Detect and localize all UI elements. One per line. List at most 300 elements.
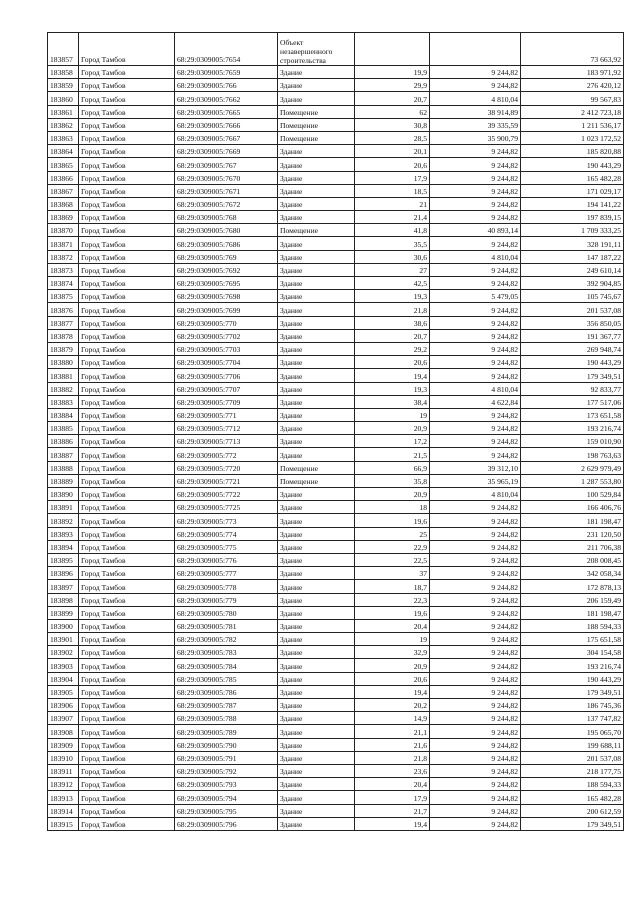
table-row: [48, 817, 624, 830]
total-value-cell: 147 187,22: [521, 250, 624, 263]
unit-value-cell: 9 244,82: [430, 685, 521, 698]
object-type-cell: Здание: [278, 171, 355, 184]
total-value-cell: 190 443,29: [521, 672, 624, 685]
cadastral-number-cell: 68:29:0309005:7692: [175, 263, 278, 276]
cadastral-number-cell: 68:29:0309005:768: [175, 211, 278, 224]
row-id-cell: 183902: [48, 646, 79, 659]
table-row: [48, 92, 624, 105]
total-value-cell: 249 610,14: [521, 263, 624, 276]
row-id-cell: 183900: [48, 619, 79, 632]
total-value-cell: 201 537,08: [521, 751, 624, 764]
area-cell: 28,5: [355, 131, 430, 144]
object-type-cell: Помещение: [278, 118, 355, 131]
city-cell: Город Тамбов: [79, 606, 175, 619]
row-id-cell: 183881: [48, 369, 79, 382]
object-type-cell: Здание: [278, 751, 355, 764]
total-value-cell: 183 971,92: [521, 66, 624, 79]
cadastral-number-cell: 68:29:0309005:7720: [175, 461, 278, 474]
area-cell: 20,7: [355, 329, 430, 342]
city-cell: Город Тамбов: [79, 514, 175, 527]
area-cell: 20,7: [355, 92, 430, 105]
area-cell: [355, 33, 430, 66]
object-type-cell: Здание: [278, 619, 355, 632]
area-cell: 41,8: [355, 224, 430, 237]
unit-value-cell: 9 244,82: [430, 211, 521, 224]
unit-value-cell: 9 244,82: [430, 593, 521, 606]
row-id-cell: 183861: [48, 105, 79, 118]
object-type-cell: Здание: [278, 382, 355, 395]
unit-value-cell: 39 312,10: [430, 461, 521, 474]
cadastral-number-cell: 68:29:0309005:767: [175, 158, 278, 171]
total-value-cell: 193 216,74: [521, 422, 624, 435]
row-id-cell: 183889: [48, 474, 79, 487]
city-cell: Город Тамбов: [79, 303, 175, 316]
row-id-cell: 183870: [48, 224, 79, 237]
object-type-cell: Здание: [278, 356, 355, 369]
city-cell: Город Тамбов: [79, 461, 175, 474]
unit-value-cell: 9 244,82: [430, 804, 521, 817]
table-row: [48, 474, 624, 487]
cadastral-value-table: [47, 32, 624, 831]
row-id-cell: 183859: [48, 79, 79, 92]
area-cell: 19,3: [355, 382, 430, 395]
city-cell: Город Тамбов: [79, 145, 175, 158]
row-id-cell: 183890: [48, 488, 79, 501]
unit-value-cell: 4 810,04: [430, 250, 521, 263]
city-cell: Город Тамбов: [79, 171, 175, 184]
row-id-cell: 183887: [48, 448, 79, 461]
row-id-cell: 183858: [48, 66, 79, 79]
city-cell: Город Тамбов: [79, 66, 175, 79]
city-cell: Город Тамбов: [79, 712, 175, 725]
total-value-cell: 276 420,12: [521, 79, 624, 92]
city-cell: Город Тамбов: [79, 329, 175, 342]
cadastral-number-cell: 68:29:0309005:7672: [175, 197, 278, 210]
row-id-cell: 183901: [48, 633, 79, 646]
cadastral-number-cell: 68:29:0309005:769: [175, 250, 278, 263]
unit-value-cell: 39 335,59: [430, 118, 521, 131]
total-value-cell: 185 820,88: [521, 145, 624, 158]
object-type-cell: Здание: [278, 764, 355, 777]
object-type-cell: Здание: [278, 369, 355, 382]
city-cell: Город Тамбов: [79, 131, 175, 144]
object-type-cell: Здание: [278, 514, 355, 527]
object-type-cell: Здание: [278, 303, 355, 316]
cadastral-number-cell: 68:29:0309005:785: [175, 672, 278, 685]
area-cell: 19,3: [355, 290, 430, 303]
area-cell: 20,9: [355, 422, 430, 435]
area-cell: 19,6: [355, 514, 430, 527]
object-type-cell: Здание: [278, 817, 355, 830]
table-row: [48, 356, 624, 369]
area-cell: 20,1: [355, 145, 430, 158]
total-value-cell: 195 065,70: [521, 725, 624, 738]
unit-value-cell: 9 244,82: [430, 699, 521, 712]
object-type-cell: Здание: [278, 553, 355, 566]
total-value-cell: 73 663,92: [521, 33, 624, 66]
city-cell: Город Тамбов: [79, 277, 175, 290]
object-type-cell: Здание: [278, 448, 355, 461]
cadastral-number-cell: 68:29:0309005:782: [175, 633, 278, 646]
area-cell: 38,4: [355, 395, 430, 408]
cadastral-number-cell: 68:29:0309005:7704: [175, 356, 278, 369]
area-cell: 66,9: [355, 461, 430, 474]
table-row: [48, 250, 624, 263]
city-cell: Город Тамбов: [79, 250, 175, 263]
object-type-cell: Здание: [278, 540, 355, 553]
cadastral-number-cell: 68:29:0309005:7695: [175, 277, 278, 290]
object-type-cell: Здание: [278, 211, 355, 224]
area-cell: 20,2: [355, 699, 430, 712]
row-id-cell: 183867: [48, 184, 79, 197]
unit-value-cell: 40 893,14: [430, 224, 521, 237]
total-value-cell: 179 349,51: [521, 685, 624, 698]
cadastral-number-cell: 68:29:0309005:7665: [175, 105, 278, 118]
area-cell: 25: [355, 527, 430, 540]
table-row: [48, 211, 624, 224]
unit-value-cell: 9 244,82: [430, 303, 521, 316]
object-type-cell: Помещение: [278, 224, 355, 237]
total-value-cell: 194 141,22: [521, 197, 624, 210]
city-cell: Город Тамбов: [79, 211, 175, 224]
unit-value-cell: 9 244,82: [430, 712, 521, 725]
total-value-cell: 1 023 172,52: [521, 131, 624, 144]
area-cell: 30,8: [355, 118, 430, 131]
total-value-cell: 201 537,08: [521, 303, 624, 316]
area-cell: 21,8: [355, 751, 430, 764]
row-id-cell: 183906: [48, 699, 79, 712]
total-value-cell: 200 612,59: [521, 804, 624, 817]
total-value-cell: 1 287 553,80: [521, 474, 624, 487]
area-cell: 19,4: [355, 685, 430, 698]
unit-value-cell: 9 244,82: [430, 646, 521, 659]
total-value-cell: 206 159,49: [521, 593, 624, 606]
table-row: [48, 79, 624, 92]
total-value-cell: 269 948,74: [521, 342, 624, 355]
row-id-cell: 183874: [48, 277, 79, 290]
city-cell: Город Тамбов: [79, 105, 175, 118]
row-id-cell: 183904: [48, 672, 79, 685]
cadastral-number-cell: 68:29:0309005:796: [175, 817, 278, 830]
unit-value-cell: 9 244,82: [430, 316, 521, 329]
row-id-cell: 183897: [48, 580, 79, 593]
table-row: [48, 197, 624, 210]
table-row: [48, 158, 624, 171]
cadastral-number-cell: 68:29:0309005:7722: [175, 488, 278, 501]
total-value-cell: 2 412 723,18: [521, 105, 624, 118]
area-cell: 20,6: [355, 158, 430, 171]
table-row: [48, 395, 624, 408]
table-row: [48, 118, 624, 131]
city-cell: Город Тамбов: [79, 382, 175, 395]
city-cell: Город Тамбов: [79, 527, 175, 540]
unit-value-cell: 9 244,82: [430, 778, 521, 791]
row-id-cell: 183873: [48, 263, 79, 276]
total-value-cell: 188 594,33: [521, 619, 624, 632]
cadastral-number-cell: 68:29:0309005:7654: [175, 33, 278, 66]
table-row: [48, 461, 624, 474]
unit-value-cell: 9 244,82: [430, 79, 521, 92]
area-cell: 29,2: [355, 342, 430, 355]
table-row: [48, 408, 624, 421]
city-cell: Город Тамбов: [79, 356, 175, 369]
unit-value-cell: 9 244,82: [430, 791, 521, 804]
unit-value-cell: 9 244,82: [430, 197, 521, 210]
row-id-cell: 183905: [48, 685, 79, 698]
city-cell: Город Тамбов: [79, 553, 175, 566]
total-value-cell: 171 029,17: [521, 184, 624, 197]
unit-value-cell: 9 244,82: [430, 751, 521, 764]
total-value-cell: 1 709 333,25: [521, 224, 624, 237]
object-type-cell: Здание: [278, 672, 355, 685]
city-cell: Город Тамбов: [79, 290, 175, 303]
area-cell: 21,7: [355, 804, 430, 817]
area-cell: 62: [355, 105, 430, 118]
row-id-cell: 183911: [48, 764, 79, 777]
city-cell: Город Тамбов: [79, 488, 175, 501]
area-cell: 22,3: [355, 593, 430, 606]
table-row: [48, 329, 624, 342]
object-type-cell: Здание: [278, 422, 355, 435]
table-row: [48, 527, 624, 540]
table-row: [48, 580, 624, 593]
unit-value-cell: 4 810,04: [430, 382, 521, 395]
city-cell: Город Тамбов: [79, 778, 175, 791]
row-id-cell: 183903: [48, 659, 79, 672]
area-cell: 30,6: [355, 250, 430, 263]
table-row: [48, 567, 624, 580]
city-cell: Город Тамбов: [79, 316, 175, 329]
total-value-cell: 181 198,47: [521, 606, 624, 619]
city-cell: Город Тамбов: [79, 435, 175, 448]
city-cell: Город Тамбов: [79, 92, 175, 105]
city-cell: Город Тамбов: [79, 738, 175, 751]
cadastral-number-cell: 68:29:0309005:793: [175, 778, 278, 791]
unit-value-cell: 9 244,82: [430, 435, 521, 448]
city-cell: Город Тамбов: [79, 342, 175, 355]
row-id-cell: 183886: [48, 435, 79, 448]
object-type-cell: Здание: [278, 66, 355, 79]
total-value-cell: 181 198,47: [521, 514, 624, 527]
object-type-cell: Здание: [278, 685, 355, 698]
cadastral-number-cell: 68:29:0309005:783: [175, 646, 278, 659]
table-row: [48, 66, 624, 79]
table-row: [48, 369, 624, 382]
city-cell: Город Тамбов: [79, 791, 175, 804]
unit-value-cell: 9 244,82: [430, 422, 521, 435]
object-type-cell: Объект незавершенного строительства: [278, 33, 355, 66]
city-cell: Город Тамбов: [79, 580, 175, 593]
total-value-cell: 198 763,63: [521, 448, 624, 461]
row-id-cell: 183882: [48, 382, 79, 395]
table-row: [48, 751, 624, 764]
row-id-cell: 183910: [48, 751, 79, 764]
area-cell: 29,9: [355, 79, 430, 92]
area-cell: 21: [355, 197, 430, 210]
area-cell: 22,5: [355, 553, 430, 566]
object-type-cell: Здание: [278, 184, 355, 197]
city-cell: Город Тамбов: [79, 672, 175, 685]
cadastral-number-cell: 68:29:0309005:7702: [175, 329, 278, 342]
cadastral-number-cell: 68:29:0309005:7698: [175, 290, 278, 303]
cadastral-number-cell: 68:29:0309005:792: [175, 764, 278, 777]
row-id-cell: 183898: [48, 593, 79, 606]
row-id-cell: 183863: [48, 131, 79, 144]
unit-value-cell: 9 244,82: [430, 817, 521, 830]
total-value-cell: 197 839,15: [521, 211, 624, 224]
cadastral-number-cell: 68:29:0309005:771: [175, 408, 278, 421]
city-cell: Город Тамбов: [79, 501, 175, 514]
object-type-cell: Помещение: [278, 105, 355, 118]
cadastral-number-cell: 68:29:0309005:786: [175, 685, 278, 698]
unit-value-cell: 4 810,04: [430, 488, 521, 501]
cadastral-number-cell: 68:29:0309005:7686: [175, 237, 278, 250]
object-type-cell: Здание: [278, 329, 355, 342]
cadastral-number-cell: 68:29:0309005:784: [175, 659, 278, 672]
cadastral-number-cell: 68:29:0309005:779: [175, 593, 278, 606]
row-id-cell: 183914: [48, 804, 79, 817]
row-id-cell: 183913: [48, 791, 79, 804]
table-row: [48, 540, 624, 553]
unit-value-cell: 9 244,82: [430, 408, 521, 421]
unit-value-cell: [430, 33, 521, 66]
total-value-cell: 99 567,83: [521, 92, 624, 105]
cadastral-number-cell: 68:29:0309005:780: [175, 606, 278, 619]
total-value-cell: 137 747,82: [521, 712, 624, 725]
area-cell: 37: [355, 567, 430, 580]
total-value-cell: 191 367,77: [521, 329, 624, 342]
cadastral-number-cell: 68:29:0309005:7703: [175, 342, 278, 355]
unit-value-cell: 9 244,82: [430, 633, 521, 646]
object-type-cell: Помещение: [278, 461, 355, 474]
area-cell: 32,9: [355, 646, 430, 659]
object-type-cell: Здание: [278, 158, 355, 171]
cadastral-number-cell: 68:29:0309005:776: [175, 553, 278, 566]
area-cell: 22,9: [355, 540, 430, 553]
row-id-cell: 183883: [48, 395, 79, 408]
area-cell: 20,6: [355, 672, 430, 685]
unit-value-cell: 9 244,82: [430, 527, 521, 540]
cadastral-number-cell: 68:29:0309005:7667: [175, 131, 278, 144]
table-row: [48, 105, 624, 118]
area-cell: 19,4: [355, 817, 430, 830]
total-value-cell: 100 529,84: [521, 488, 624, 501]
object-type-cell: Здание: [278, 725, 355, 738]
table-row: [48, 131, 624, 144]
object-type-cell: Здание: [278, 778, 355, 791]
area-cell: 20,9: [355, 659, 430, 672]
unit-value-cell: 4 622,84: [430, 395, 521, 408]
unit-value-cell: 9 244,82: [430, 580, 521, 593]
total-value-cell: 208 008,45: [521, 553, 624, 566]
table-row: [48, 672, 624, 685]
city-cell: Город Тамбов: [79, 408, 175, 421]
cadastral-number-cell: 68:29:0309005:7669: [175, 145, 278, 158]
total-value-cell: 179 349,51: [521, 817, 624, 830]
table-row: [48, 224, 624, 237]
total-value-cell: 2 629 979,49: [521, 461, 624, 474]
cadastral-number-cell: 68:29:0309005:7706: [175, 369, 278, 382]
total-value-cell: 166 406,76: [521, 501, 624, 514]
city-cell: Город Тамбов: [79, 197, 175, 210]
total-value-cell: 392 904,85: [521, 277, 624, 290]
total-value-cell: 304 154,58: [521, 646, 624, 659]
city-cell: Город Тамбов: [79, 804, 175, 817]
city-cell: Город Тамбов: [79, 448, 175, 461]
table-row: [48, 712, 624, 725]
area-cell: 21,8: [355, 303, 430, 316]
row-id-cell: 183892: [48, 514, 79, 527]
total-value-cell: 159 010,90: [521, 435, 624, 448]
row-id-cell: 183866: [48, 171, 79, 184]
city-cell: Город Тамбов: [79, 422, 175, 435]
row-id-cell: 183878: [48, 329, 79, 342]
cadastral-number-cell: 68:29:0309005:7666: [175, 118, 278, 131]
table-row: [48, 316, 624, 329]
row-id-cell: 183865: [48, 158, 79, 171]
unit-value-cell: 9 244,82: [430, 540, 521, 553]
area-cell: 21,4: [355, 211, 430, 224]
city-cell: Город Тамбов: [79, 619, 175, 632]
object-type-cell: Здание: [278, 342, 355, 355]
city-cell: Город Тамбов: [79, 540, 175, 553]
unit-value-cell: 9 244,82: [430, 448, 521, 461]
table-row: [48, 422, 624, 435]
object-type-cell: Здание: [278, 646, 355, 659]
unit-value-cell: 9 244,82: [430, 66, 521, 79]
total-value-cell: 231 120,50: [521, 527, 624, 540]
unit-value-cell: 9 244,82: [430, 725, 521, 738]
city-cell: Город Тамбов: [79, 685, 175, 698]
area-cell: 19: [355, 408, 430, 421]
total-value-cell: 342 058,34: [521, 567, 624, 580]
unit-value-cell: 9 244,82: [430, 553, 521, 566]
table-row: [48, 804, 624, 817]
cadastral-number-cell: 68:29:0309005:770: [175, 316, 278, 329]
area-cell: 21,6: [355, 738, 430, 751]
object-type-cell: Здание: [278, 593, 355, 606]
table-row: [48, 171, 624, 184]
object-type-cell: Здание: [278, 79, 355, 92]
area-cell: 18,5: [355, 184, 430, 197]
object-type-cell: Здание: [278, 501, 355, 514]
row-id-cell: 183879: [48, 342, 79, 355]
unit-value-cell: 9 244,82: [430, 237, 521, 250]
table-row: [48, 435, 624, 448]
unit-value-cell: 35 965,19: [430, 474, 521, 487]
cadastral-number-cell: 68:29:0309005:777: [175, 567, 278, 580]
row-id-cell: 183907: [48, 712, 79, 725]
table-row: [48, 791, 624, 804]
row-id-cell: 183877: [48, 316, 79, 329]
row-id-cell: 183875: [48, 290, 79, 303]
cadastral-number-cell: 68:29:0309005:788: [175, 712, 278, 725]
unit-value-cell: 9 244,82: [430, 263, 521, 276]
table-row: [48, 342, 624, 355]
table-row: [48, 263, 624, 276]
table-row: [48, 685, 624, 698]
table-row: [48, 725, 624, 738]
total-value-cell: 177 517,06: [521, 395, 624, 408]
area-cell: 14,9: [355, 712, 430, 725]
table-row: [48, 382, 624, 395]
object-type-cell: Здание: [278, 659, 355, 672]
total-value-cell: 172 878,13: [521, 580, 624, 593]
object-type-cell: Здание: [278, 277, 355, 290]
city-cell: Город Тамбов: [79, 646, 175, 659]
row-id-cell: 183891: [48, 501, 79, 514]
area-cell: 27: [355, 263, 430, 276]
